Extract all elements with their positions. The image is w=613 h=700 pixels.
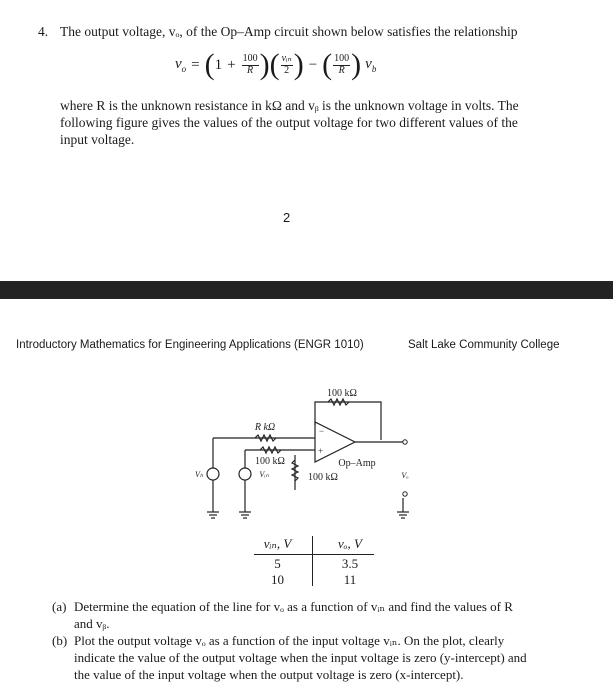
vin-label: Vᵢₙ: [259, 470, 269, 479]
page-separator-bar: [0, 281, 613, 299]
description-line: following figure gives the values of the output voltage for two different values of the: [60, 115, 518, 130]
r-resistor-label: R kΩ: [254, 422, 276, 433]
part-line: the value of the input voltage when the output voltage is zero (x-intercept).: [74, 667, 464, 682]
opamp-label: Op–Amp: [338, 458, 376, 469]
eq-paren-open-1: (: [204, 48, 215, 81]
opamp-plus: +: [318, 446, 324, 456]
eq-paren-close-1: ): [259, 48, 270, 81]
table-cell: 3.5: [341, 556, 359, 571]
question-description: [60, 97, 560, 148]
part-b: [52, 632, 572, 683]
page-number: 2: [283, 210, 291, 225]
question-number: 4.: [38, 24, 49, 39]
college-header: Salt Lake Community College: [408, 339, 560, 351]
vo-label: Vₒ: [401, 471, 409, 480]
eq-paren-open-3: (: [322, 48, 333, 81]
table-cell: 5: [274, 556, 281, 571]
feedback-resistor-label: 100 kΩ: [327, 388, 357, 399]
eq-vb: $v_b$: [365, 56, 377, 74]
table-divider-horizontal: [254, 554, 374, 555]
vb-source-icon: [207, 468, 219, 480]
output-terminal: [403, 440, 407, 444]
opamp-minus: −: [319, 426, 325, 436]
output-voltage-equation: [175, 50, 376, 80]
eq-one: 1: [214, 56, 223, 73]
vin-source-icon: [239, 468, 251, 480]
table-divider-vertical: [312, 536, 313, 586]
eq-fraction-2: $\frac{\text{vᵢₙ}}{2}$: [281, 53, 292, 76]
eq-fraction-3: $\frac{100}{R}$: [334, 53, 350, 76]
opamp-circuit-diagram: [185, 380, 425, 525]
input-resistor-label: 100 kΩ: [255, 456, 285, 467]
ground-resistor-label: 100 kΩ: [308, 472, 338, 483]
eq-equals: =: [191, 56, 200, 73]
eq-paren-close-3: ): [351, 48, 362, 81]
eq-fraction-1: $\frac{100}{R}$: [242, 53, 258, 76]
part-label: (a): [52, 599, 67, 614]
part-label: (b): [52, 633, 68, 648]
vb-label: Vₕ: [194, 470, 204, 479]
part-line: and vᵦ.: [74, 616, 110, 631]
ground-terminal: [403, 492, 407, 496]
eq-paren-open-2: (: [269, 48, 280, 81]
part-line: indicate the value of the output voltage when the input voltage is zero (y-intercept) and: [74, 650, 527, 665]
description-line: input voltage.: [60, 132, 135, 147]
part-a: [52, 598, 572, 632]
table-header-vin: vᵢₙ, V: [263, 536, 292, 551]
eq-lhs: $v_o$: [175, 56, 187, 74]
table-cell: 11: [343, 572, 357, 587]
eq-paren-close-2: ): [293, 48, 304, 81]
question-parts: [52, 598, 572, 683]
description-line: where R is the unknown resistance in kΩ and vᵦ is the unknown voltage in volts. The: [60, 98, 519, 113]
table-header-vo: vₒ, V: [338, 536, 362, 551]
eq-plus: +: [227, 56, 236, 73]
voltage-table: [250, 536, 380, 586]
course-header: Introductory Mathematics for Engineering Applications (ENGR 1010): [16, 339, 364, 351]
part-line: Determine the equation of the line for vₒ as a function of vᵢₙ and find the values of R: [74, 599, 513, 614]
part-line: Plot the output voltage vₒ as a function of the input voltage vᵢₙ. On the plot, clearly: [74, 633, 505, 648]
eq-minus: −: [308, 56, 318, 73]
table-cell: 10: [271, 572, 284, 587]
question-intro: The output voltage, vₒ, of the Op–Amp circuit shown below satisfies the relationship: [60, 24, 518, 39]
